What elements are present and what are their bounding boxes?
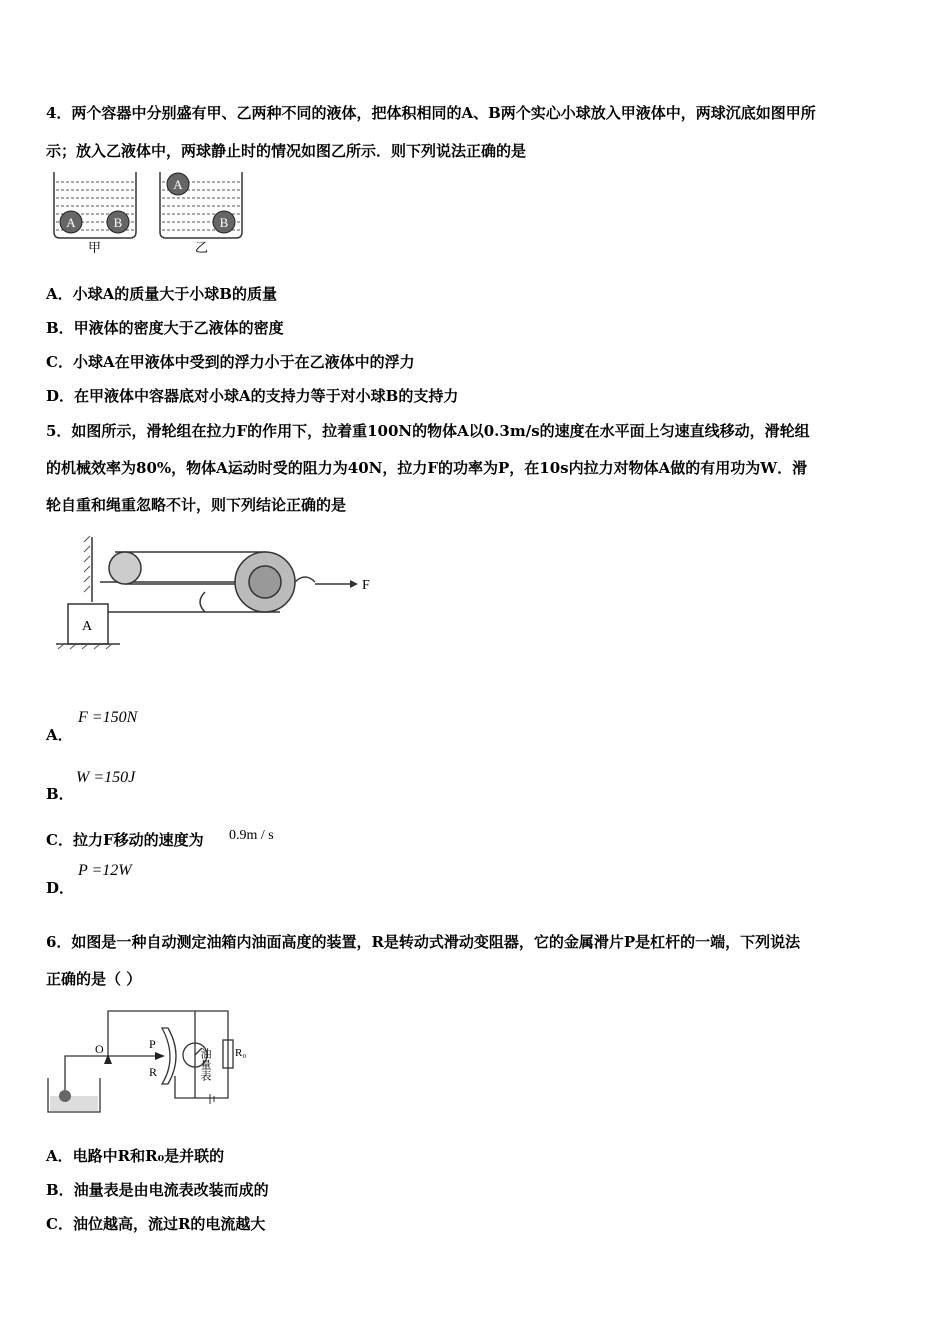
force-f-label: F [362,578,370,593]
q5-option-c-letter: C．拉力F移动的速度为 [46,831,204,849]
q4-option-b: B．甲液体的密度大于乙液体的密度 [46,319,284,337]
ball-a-label: A [66,215,76,230]
q5-text-line-3: 轮自重和绳重忽略不计，则下列结论正确的是 [46,496,347,514]
ball-b-label-2: B [219,215,229,230]
q6-text-line-2: 正确的是（ ） [46,970,142,988]
oil-meter-label: 油量表 [199,1048,211,1081]
q4-figure-containers [50,170,250,255]
ball-a-label-2: A [173,177,183,192]
q6-text-line-1: 6．如图是一种自动测定油箱内油面高度的装置，R是转动式滑动变阻器，它的金属滑片P是杠杆的一端，下列说法 [46,933,801,951]
q4-text-line-2: 示；放入乙液体中，两球静止时的情况如图乙所示．则下列说法正确的是 [46,142,527,160]
container-yi-label: 乙 [195,240,209,255]
q5-text-line-1: 5．如图所示，滑轮组在拉力F的作用下，拉着重100N的物体A以0.3m/s的速度在水平面上匀速直线移动，滑轮组 [46,422,810,440]
q5-option-b-letter: B． [46,785,74,803]
q5-option-a-letter: A． [46,726,73,744]
q5-option-d-formula: P =12W [78,862,132,879]
q4-text-line-1: 4．两个容器中分别盛有甲、乙两种不同的液体，把体积相同的A、B两个实心小球放入甲液体中，两球沉底如图甲所 [46,104,816,122]
q4-option-a: A．小球A的质量大于小球B的质量 [46,285,277,303]
pivot-o-label: O [95,1042,104,1056]
rheostat-r-label: R [149,1065,158,1079]
q5-option-a-formula: F =150N [78,709,138,726]
block-a-label: A [82,619,93,634]
ball-b-label: B [113,215,123,230]
slider-p-label: P [149,1037,156,1051]
q6-option-c: C．油位越高，流过R的电流越大 [46,1215,266,1233]
q4-option-c: C．小球A在甲液体中受到的浮力小于在乙液体中的浮力 [46,353,415,371]
q6-option-b: B．油量表是由电流表改装而成的 [46,1181,269,1199]
q5-option-b-formula: W =150J [76,769,136,786]
q5-option-d-letter: D． [46,879,75,897]
q4-option-d: D．在甲液体中容器底对小球A的支持力等于对小球B的支持力 [46,387,459,405]
q5-text-line-2: 的机械效率为80%，物体A运动时受的阻力为40N，拉力F的功率为P，在10s内拉力对物体A做的有用功为W．滑 [46,459,808,477]
q6-option-a: A．电路中R和R₀是并联的 [46,1147,225,1165]
container-jia-label: 甲 [88,240,102,255]
q6-figure-oil-gauge [45,1008,265,1118]
q5-option-c-formula: 0.9m / s [229,828,274,843]
q5-figure-pulley [50,532,380,652]
resistor-r0-label: R₀ [235,1047,247,1059]
